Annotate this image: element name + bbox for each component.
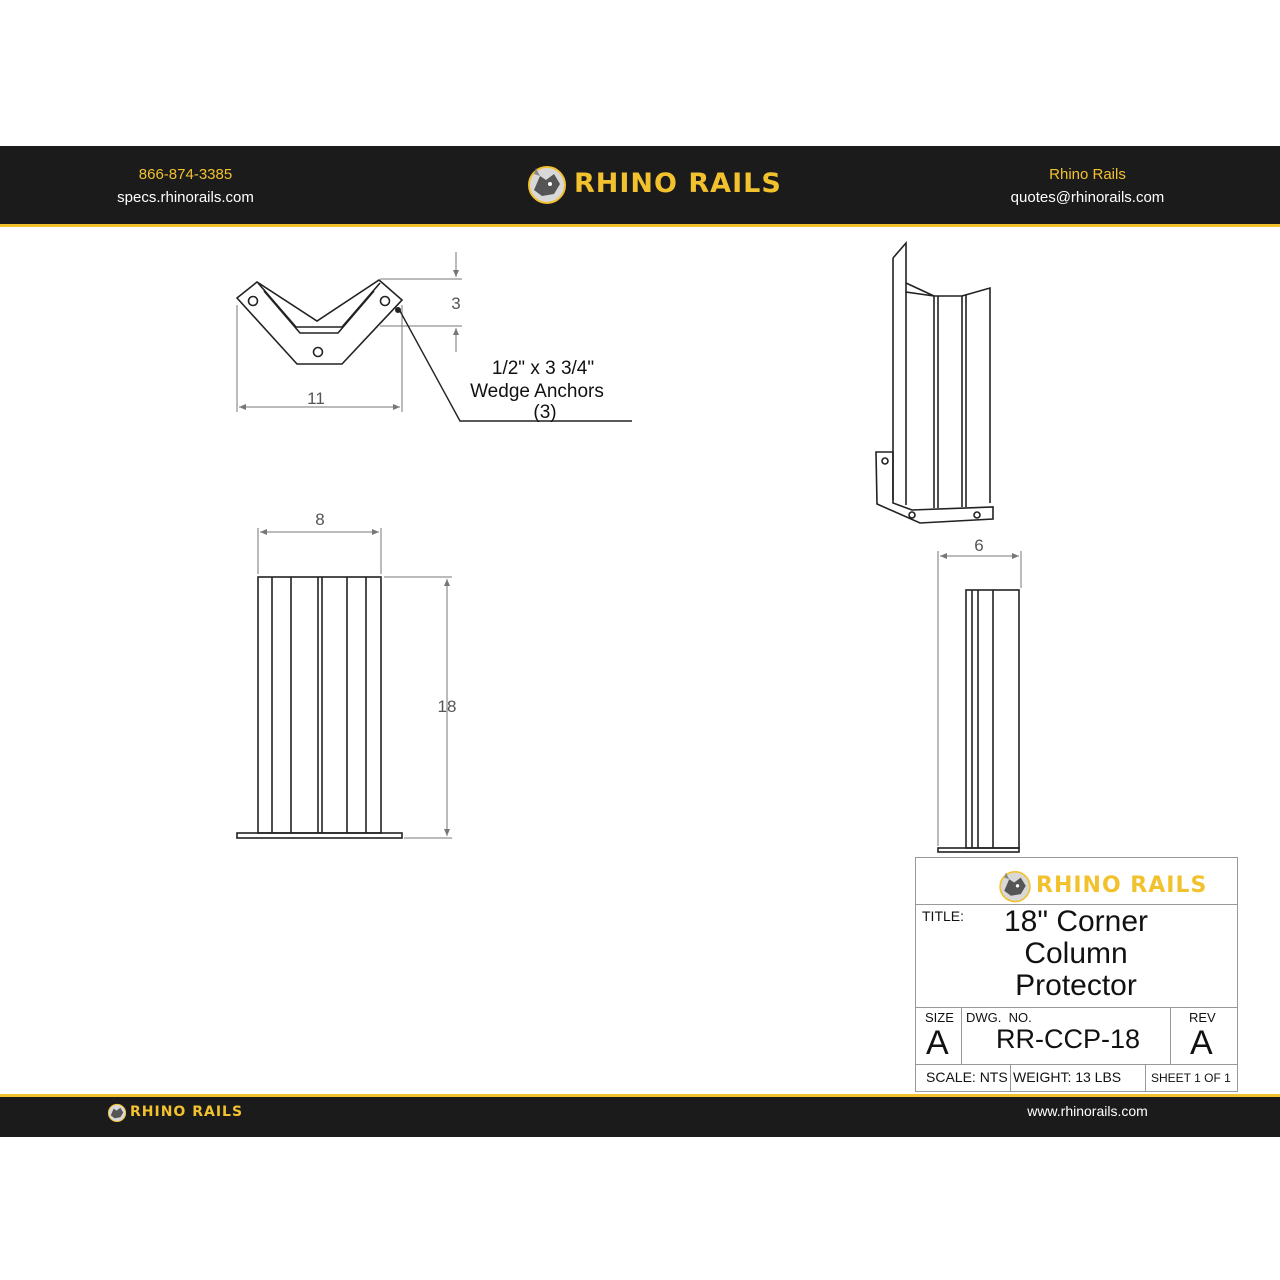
- footer-logo-text: RHINO RAILS: [130, 1104, 244, 1120]
- sheet-field: SHEET 1 OF 1: [1151, 1071, 1231, 1085]
- top-view-outer-plate: [237, 280, 402, 364]
- anchor-hole-center: [314, 348, 323, 357]
- size-value: A: [926, 1024, 949, 1062]
- front-view-height-dim: 18: [437, 697, 457, 716]
- front-view-base-plate: [237, 833, 402, 838]
- header-email[interactable]: quotes@rhinorails.com: [1010, 189, 1165, 206]
- header-company: Rhino Rails: [1049, 166, 1126, 183]
- anchor-note-line2: Wedge Anchors: [470, 381, 604, 402]
- weight-field: WEIGHT: 13 LBS: [1013, 1069, 1122, 1085]
- header-logo-text: RHINO RAILS: [574, 167, 782, 199]
- header-specs-url[interactable]: specs.rhinorails.com: [117, 189, 254, 206]
- leader-dot: [395, 307, 401, 313]
- side-view-width-dim: 6: [974, 536, 984, 555]
- dwg-label: DWG. NO.: [966, 1010, 1032, 1025]
- anchor-hole-right: [381, 297, 390, 306]
- isometric-view: [876, 243, 993, 523]
- size-label: SIZE: [925, 1010, 954, 1025]
- front-view-width-dim: 8: [315, 510, 325, 529]
- dwg-number: RR-CCP-18: [995, 1024, 1141, 1054]
- title-line3: Protector: [1015, 969, 1137, 1002]
- iso-front-edge: [893, 243, 990, 503]
- title-block: [915, 857, 1238, 1092]
- side-view-base-plate: [938, 848, 1019, 852]
- front-view-body: [258, 577, 381, 833]
- drawing-title: [976, 906, 1176, 1002]
- anchor-note-line1: 1/2" x 3 3/4": [491, 358, 595, 379]
- front-view-dimensions: [258, 528, 452, 838]
- footer-logo: [106, 1101, 243, 1123]
- scale-field: SCALE: NTS: [926, 1069, 1008, 1085]
- rev-value: A: [1190, 1024, 1213, 1062]
- top-view-depth-dim: 3: [451, 294, 461, 313]
- title-line2: Column: [1024, 937, 1128, 970]
- anchor-hole-left: [249, 297, 258, 306]
- title-block-logo-text: RHINO RAILS: [1036, 872, 1208, 898]
- top-view-width-dim: 11: [307, 389, 325, 408]
- footer-website[interactable]: www.rhinorails.com: [1027, 1103, 1148, 1119]
- anchor-note-line3: (3): [533, 402, 557, 423]
- side-view: [938, 590, 1019, 852]
- side-view-dimensions: [938, 551, 1021, 846]
- title-block-logo: [996, 866, 1207, 904]
- rhino-logo-icon: [996, 866, 1034, 904]
- front-view: [237, 577, 402, 838]
- title-label: TITLE:: [922, 908, 965, 924]
- rhino-logo-icon: [106, 1101, 128, 1123]
- header-phone: 866-874-3385: [138, 166, 233, 183]
- top-view: [237, 280, 402, 364]
- rev-label: REV: [1189, 1010, 1216, 1025]
- title-line1: 18" Corner: [1003, 905, 1149, 938]
